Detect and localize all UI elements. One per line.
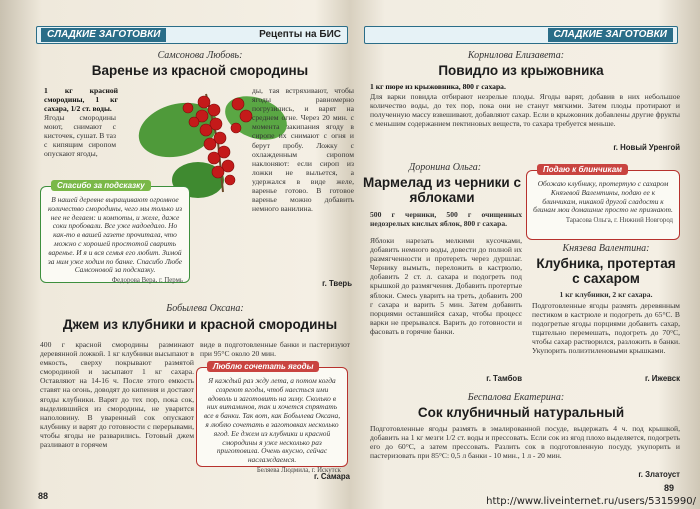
tip-box-thanks-sign: Федорова Вера, г. Пермь: [111, 277, 183, 285]
tip-box-pancakes-text: Обожаю клубнику, протертую с сахаром Князевой Валентины, подаю ее к блинчикам, никакой другой сладости к блинам мои домашние просто не признают.: [533, 179, 673, 215]
recipe4-city: г. Тамбов: [486, 374, 522, 383]
recipe3-title: Повидло из крыжовника: [438, 63, 604, 78]
source-url[interactable]: http://www.liveinternet.ru/users/5315990/: [486, 496, 696, 507]
tip-box-pancakes-title: Подаю к блинчикам: [537, 164, 628, 175]
recipe3-city: г. Новый Уренгой: [613, 143, 680, 152]
tip-box-pancakes-sign: Тарасова Ольга, г. Нижний Новгород: [565, 217, 673, 225]
tip-box-thanks-title: Спасибо за подсказку: [51, 180, 151, 191]
right-header-bar: [364, 26, 678, 44]
recipe2-text-right: виде в подготовленные банки и пастеризуют при 95°С около 20 мин.: [200, 340, 350, 359]
recipe5-title: Клубника, протертая с сахаром: [536, 256, 676, 286]
recipe6-author: Беспалова Екатерина:: [467, 392, 565, 403]
recipe1-text-col2: ды, тая встряхивают, чтобы ягоды равномерно погрузились, и варят на среднем огне. Через 20 мин. с момента закипания ягоду в сиропе их снимают с огня и берут пробу. Ложку с охлажденным сиропом наклоняют: если сироп из ложки не выльется, а удержался в виде желе, варенье готово. В готовое варенье можно добавить немного ванилина.: [252, 86, 354, 214]
tip-box-combine-text: Я каждый раз жду лета, а потом когда созреют ягоды, чтоб наесться ими вдоволь и заготовить на зиму. Сколько в них витаминов, так и хочется спрятать все в банки. Так вот, как Бобылева Оксана, я люблю сочетать в заготовках несколько ягод. Ее джем из клубники и красной смородины я уже несколько раз приготовила. Очень вкусно, сейчас наслаждаемся.: [203, 376, 341, 465]
recipe6-title: Сок клубничный натуральный: [417, 405, 625, 420]
recipe1-title: Варенье из красной смородины: [91, 63, 309, 78]
recipe4-title: Мармелад из черники с яблоками: [362, 175, 521, 205]
left-header-bar: [36, 26, 348, 44]
recipe3-ingredients: 1 кг пюре из крыжовника, 800 г сахара.: [370, 82, 506, 91]
recipe2-city: г. Самара: [314, 472, 350, 481]
tip-box-pancakes: [526, 165, 680, 240]
recipe6-text: Подготовленные ягоды размять в эмалированной посуде, выдержать 4 ч. под крышкой, добавить на 1 кг мезги 1/2 ст. воды и прессовать. Если сок из ягод плохо выделяется, подогреть его до 60°С, а затем прессовать. Разлить сок в подготовленную посуду, укупорить и пастеризовать при 85°С: 0,5 л банки - 10 мин., 1 л - 20 мин.: [370, 424, 680, 461]
recipe1-city: г. Тверь: [322, 279, 352, 288]
recipe2-title: Джем из клубники и красной смородины: [62, 317, 338, 332]
tip-box-thanks: [40, 181, 190, 285]
tip-box-combine-sign: Беляева Людмила, г. Искутск: [256, 466, 341, 474]
recipe5-ingredients: 1 кг клубники, 2 кг сахара.: [559, 290, 653, 299]
recipe2-author: Бобылева Оксана:: [166, 303, 244, 314]
tip-box-combine-title: Люблю сочетать ягоды: [207, 361, 319, 372]
recipe3-author: Корнилова Елизавета:: [467, 50, 565, 61]
tip-box-thanks-text: В нашей деревне выращивают огромное количество смородины, чего мы только из нее не делаем: и компоты, и желе, даже соки пробовали. Все уже надоедало. Но как-то в вашей газете прочитала, что можно с хорошей простотой сварить варенье. И я и вся семья его любит. Зимой за ним уже ходим по банке. Спасибо Любе Самсоновой за подсказку.: [47, 195, 183, 275]
recipe6-city: г. Златоуст: [638, 470, 680, 479]
left-header-tab: СЛАДКИЕ ЗАГОТОВКИ: [41, 28, 166, 42]
right-page: [356, 0, 700, 509]
tip-box-combine: [196, 362, 348, 474]
recipe3-text: Для варки повидла отбирают незрелые плоды. Ягоды варят, добавив в них небольшое количество воды, до тех пор, пока они не станут мягкими. Затем плоды протирают и полученную массу взвешивают, добавляют сахар. Если в крыжовник добавлены другие фрукты с меньшим содержанием пектиновых веществ, то сахара требуется меньше.: [370, 92, 680, 129]
recipe1-ingredients: 1 кг красной смородины, 1 кг сахара, 1/2 ст. воды.: [44, 86, 118, 114]
right-header-tab: СЛАДКИЕ ЗАГОТОВКИ: [548, 28, 673, 42]
recipe5-city: г. Ижевск: [644, 374, 680, 383]
recipe4-text: Яблоки нарезать мелкими кусочками, добавить немного воды, довести до полной их размягченности и протереть через дуршлаг. Чернику вымыть, переложить в кастрюлю, добавить 2 ст. л. сахара и подогреть под крышкой до размягчения. Добавить протертые яблоки. Смесь уварить на треть, добавить 200 г сахара и варить 5 мин. Затем добавить порциями оставшийся сахар, чтобы процесс варки не прерывался. Варить до готовности и фасовать в горячие банки.: [370, 236, 522, 336]
recipe1-author: Самсонова Любовь:: [157, 50, 243, 61]
recipe4-ingredients: 500 г черники, 500 г очищенных недозрелых кислых яблок, 800 г сахара.: [370, 210, 522, 229]
recipe5-text: Подготовленные ягоды размять деревянным пестиком в кастрюле и подогреть до 65°С. В подогретые ягоды порциями добавить сахар, тщательно перемешать, подогреть до 70°С, чтобы сахар растворился, разложить в банки. Укупорить полиэтиленовыми крышками.: [532, 301, 680, 356]
recipe4-author: Доронина Ольга:: [408, 162, 482, 173]
right-page-number: 89: [663, 483, 674, 493]
recipe5-author: Князева Валентина:: [562, 243, 650, 254]
left-page-number: 88: [38, 491, 49, 501]
recipe1-text-col1: Ягоды смородины моют, снимают с кисточек, сушат. В таз с кипящим сиропом опускают ягоды,: [44, 113, 116, 159]
recipe2-text: 400 г красной смородины разминают деревянной ложкой. 1 кг клубники высыпают в емкость, сверху покрывают размятой смородиной и засыпают 1 кг сахара. Оставляют на 14-16 ч. После этого емкость ставят на огонь, доводят до кипения и достают ягоды клубники. Варят до тех пор, пока сок, выделившийся из смородины, не уварится наполовину. В уваренный сок опускают клубнику и варят до готовности с перерывами, чтобы ягоды не разварились. Готовый джем разливают в горячем: [40, 340, 194, 450]
left-header-right: Рецепты на БИС: [259, 29, 341, 40]
